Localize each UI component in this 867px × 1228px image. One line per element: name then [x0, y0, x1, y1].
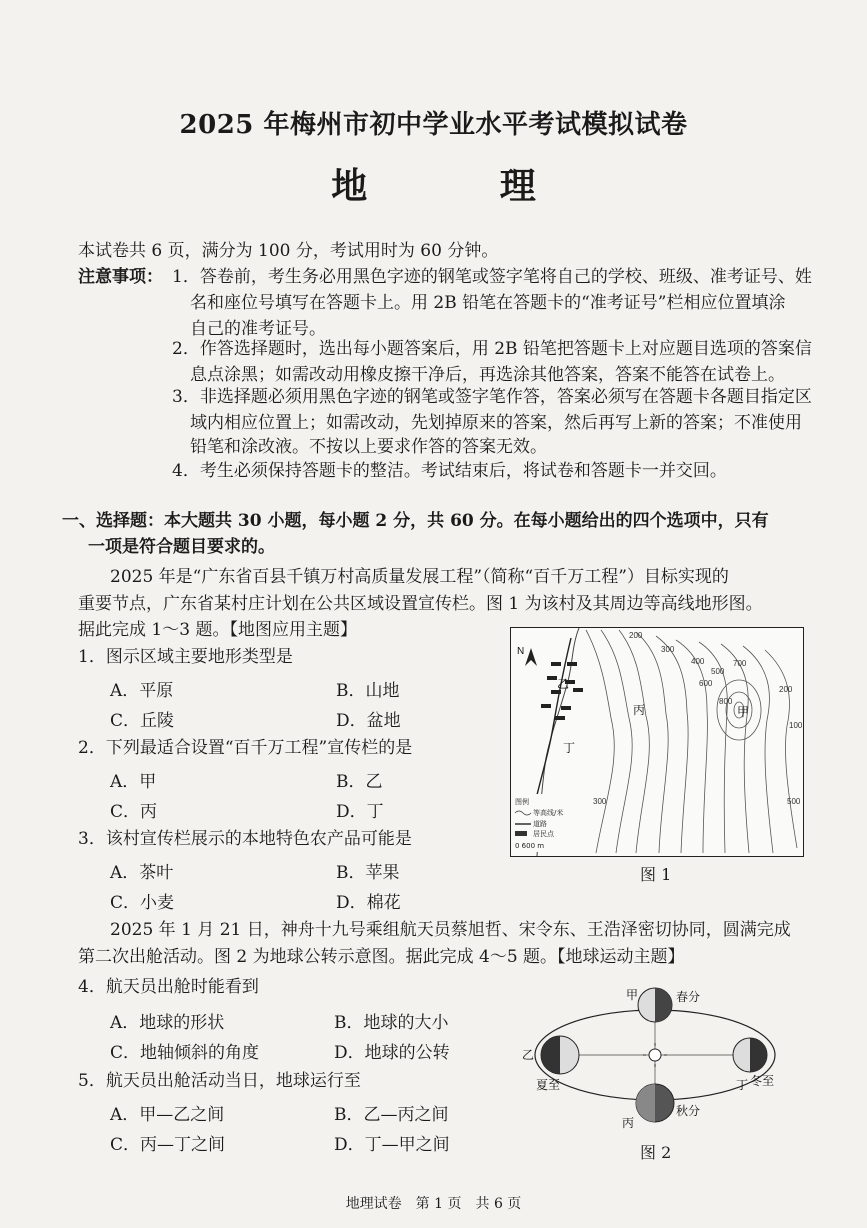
- passage-line: 据此完成 1～3 题。【地图应用主题】: [78, 620, 357, 640]
- note-line: 域内相应位置上；如需改动，先划掉原来的答案，然后再写上新的答案；不准使用: [190, 413, 802, 433]
- legend-contour: 等高线/米: [533, 809, 564, 817]
- legend-road: 道路: [533, 820, 547, 828]
- legend-scale: 0 600 m: [515, 842, 545, 850]
- figure1-contour-map: [510, 627, 804, 857]
- point-bing: 丙: [633, 703, 646, 717]
- legend-title: 图例: [515, 798, 529, 806]
- passage-line: 2025 年 1 月 21 日，神舟十九号乘组航天员蔡旭哲、宋令东、王浩泽密切协同，圆满完成: [110, 920, 791, 940]
- option: A．甲—乙之间: [110, 1105, 225, 1125]
- point-yi: 乙: [557, 677, 570, 691]
- option: D．丁: [336, 802, 384, 822]
- contour-label: 500: [787, 797, 801, 806]
- option: C．丙: [110, 802, 158, 822]
- option: C．丘陵: [110, 711, 175, 731]
- passage-line: 第二次出舱活动。图 2 为地球公转示意图。据此完成 4～5 题。【地球运动主题】: [78, 947, 685, 967]
- notes-label: 注意事项：: [78, 267, 163, 287]
- contour-label: 100: [789, 721, 803, 730]
- note-line: 2．作答选择题时，选出每小题答案后，用 2B 铅笔把答题卡上对应题目选项的答案信: [172, 339, 812, 359]
- note-line: 名和座位号填写在答题卡上。用 2B 铅笔在答题卡的“准考证号”栏相应位置填涂: [190, 293, 786, 313]
- page-footer: 地理试卷 第 1 页 共 6 页: [345, 1196, 522, 1212]
- option: B．乙: [336, 772, 383, 792]
- question-stem: 5．航天员出舱活动当日，地球运行至: [78, 1071, 361, 1091]
- point-jia: 甲: [737, 705, 750, 719]
- contour-label: 400: [691, 657, 705, 666]
- question-stem: 4．航天员出舱时能看到: [78, 977, 259, 997]
- figure2-caption: 图 2: [640, 1143, 672, 1162]
- contour-label: 300: [593, 797, 607, 806]
- exam-title: 2025 年梅州市初中学业水平考试模拟试卷: [179, 110, 688, 140]
- contour-label: 500: [711, 667, 725, 676]
- contour-label: 600: [699, 679, 713, 688]
- option: C．小麦: [110, 893, 175, 913]
- note-line: 息点涂黑；如需改动用橡皮擦干净后，再选涂其他答案，答案不能答在试卷上。: [190, 365, 785, 385]
- intro-text: 本试卷共 6 页，满分为 100 分，考试用时为 60 分钟。: [78, 241, 499, 261]
- contour-label: 200: [629, 631, 643, 640]
- note-line: 铅笔和涂改液。不按以上要求作答的答案无效。: [190, 437, 547, 457]
- orbit-label-yi: 乙: [522, 1048, 535, 1062]
- section-heading: 一、选择题：本大题共 30 小题，每小题 2 分，共 60 分。在每小题给出的四个选项中，只有: [62, 511, 769, 531]
- figure1-caption: 图 1: [640, 865, 672, 884]
- option: B．山地: [336, 681, 400, 701]
- option: A．甲: [110, 772, 157, 792]
- passage-line: 2025 年是“广东省百县千镇万村高质量发展工程”（简称“百千万工程”）目标实现的: [110, 567, 729, 587]
- earth-icon: [638, 988, 672, 1022]
- figure2-orbit-diagram: [500, 985, 810, 1135]
- orbit-label-bing: 丙: [622, 1116, 635, 1130]
- north-label: N: [517, 646, 525, 657]
- north-arrow-icon: [525, 648, 537, 666]
- contour-label: 300: [661, 645, 675, 654]
- option: A．地球的形状: [110, 1013, 225, 1033]
- earth-icon: [733, 1038, 767, 1072]
- passage-line: 重要节点，广东省某村庄计划在公共区域设置宣传栏。图 1 为该村及其周边等高线地形图。: [78, 594, 763, 614]
- contour-label: 200: [779, 685, 793, 694]
- orbit-svg: [500, 985, 810, 1135]
- contour-label: 800: [719, 697, 733, 706]
- note-line: 4．考生必须保持答题卡的整洁。考试结束后，将试卷和答题卡一并交回。: [172, 461, 727, 481]
- option: D．丁—甲之间: [334, 1135, 450, 1155]
- option: D．盆地: [336, 711, 401, 731]
- question-stem: 3．该村宣传栏展示的本地特色农产品可能是: [78, 829, 412, 849]
- option: A．茶叶: [110, 863, 174, 883]
- orbit-label-jia: 甲: [626, 988, 639, 1002]
- note-line: 1．答卷前，考生务必用黑色字迹的钢笔或签字笔将自己的学校、班级、准考证号、姓: [172, 267, 812, 287]
- question-stem: 2．下列最适合设置“百千万工程”宣传栏的是: [78, 738, 413, 758]
- contour-label: 700: [733, 659, 747, 668]
- orbit-label-spring: 春分: [676, 990, 701, 1004]
- option: D．地球的公转: [334, 1043, 450, 1063]
- subject-title: 地 理: [331, 165, 596, 207]
- option: D．棉花: [336, 893, 401, 913]
- option: A．平原: [110, 681, 174, 701]
- note-line: 3．非选择题必须用黑色字迹的钢笔或签字笔作答，答案必须写在答题卡各题目指定区: [172, 387, 812, 407]
- section-heading: 一项是符合题目要求的。: [88, 537, 275, 557]
- question-stem: 1．图示区域主要地形类型是: [78, 647, 293, 667]
- option: C．地轴倾斜的角度: [110, 1043, 260, 1063]
- contour-map-svg: [511, 628, 803, 856]
- point-ding: 丁: [563, 741, 576, 755]
- orbit-label-autumn: 秋分: [676, 1104, 701, 1118]
- orbit-label-winter: 冬至: [750, 1074, 775, 1088]
- option: B．乙—丙之间: [334, 1105, 449, 1125]
- orbit-label-ding: 丁: [736, 1078, 749, 1092]
- option: B．地球的大小: [334, 1013, 449, 1033]
- orbit-label-summer: 夏至: [536, 1078, 561, 1092]
- option: B．苹果: [336, 863, 400, 883]
- option: C．丙—丁之间: [110, 1135, 226, 1155]
- legend-settlement: 居民点: [533, 830, 554, 838]
- earth-icon: [636, 1084, 674, 1122]
- note-line: 自己的准考证号。: [190, 319, 326, 339]
- earth-icon: [541, 1036, 579, 1074]
